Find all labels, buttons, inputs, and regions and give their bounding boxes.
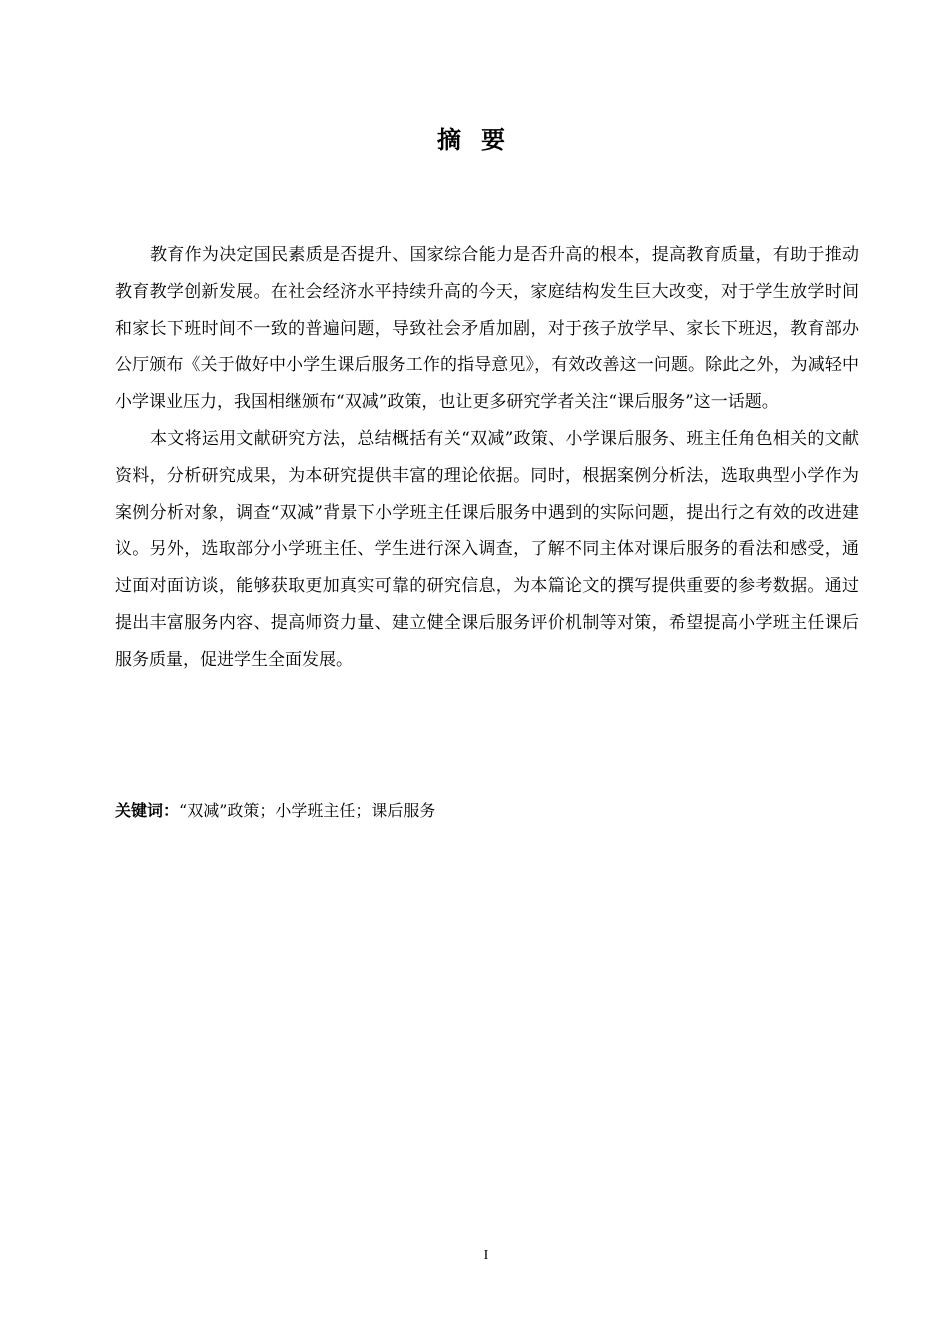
page-title: 摘要 [437,126,525,154]
keywords-text: “双减”政策；小学班主任；课后服务 [179,801,436,820]
abstract-paragraph-1: 教育作为决定国民素质是否提升、国家综合能力是否升高的根本，提高教育质量，有助于推动教育教学创新发展。在社会经济水平持续升高的今天，家庭结构发生巨大改变，对于学生放学时间和家长下班时间不一致的普遍问题，导致社会矛盾加剧，对于孩子放学早、家长下班迟，教育部办公厅颁布《关于做好中小学生课后服务工作的指导意见》，有效改善这一问题。除此之外，为减轻中小学课业压力，我国相继颁布“双减”政策，也让更多研究学者关注“课后服务”这一话题。 [115,245,859,413]
abstract-body [115,237,859,679]
abstract-paragraph-2: 本文将运用文献研究方法，总结概括有关“双减”政策、小学课后服务、班主任角色相关的文献资料，分析研究成果，为本研究提供丰富的理论依据。同时，根据案例分析法，选取典型小学作为案例分析对象，调查“双减”背景下小学班主任课后服务中遇到的实际问题，提出行之有效的改进建议。另外，选取部分小学班主任、学生进行深入调查，了解不同主体对课后服务的看法和感受，通过面对面访谈，能够获取更加真实可靠的研究信息，为本篇论文的撰写提供重要的参考数据。通过提出丰富服务内容、提高师资力量、建立健全课后服务评价机制等对策，希望提高小学班主任课后服务质量，促进学生全面发展。 [115,428,859,670]
keywords-line [115,795,859,827]
page-number: I [483,1248,489,1263]
keywords-label: 关键词： [115,801,180,820]
